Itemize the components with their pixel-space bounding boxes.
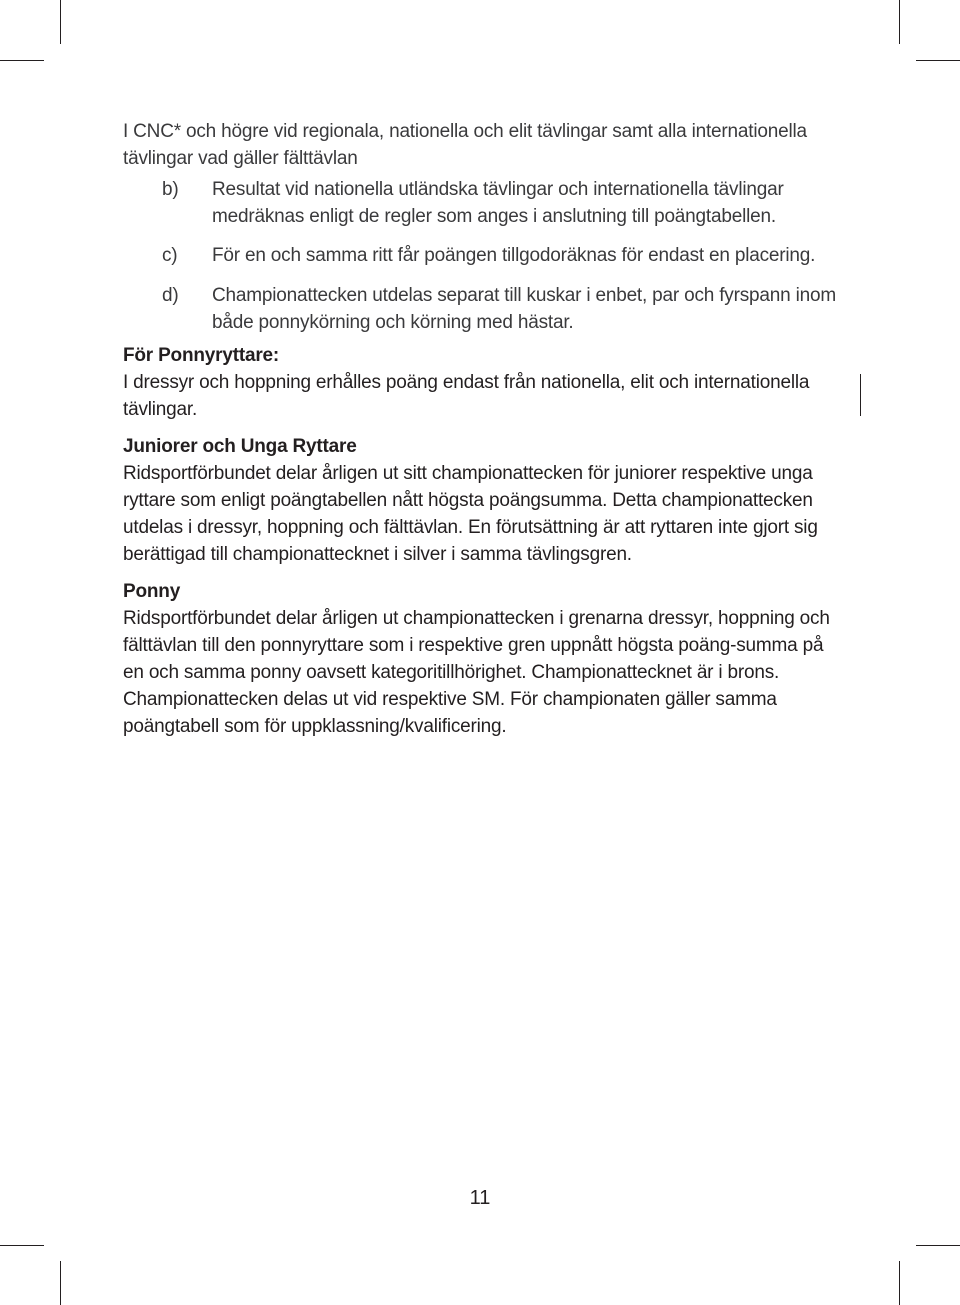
section-heading: Juniorer och Unga Ryttare — [123, 436, 357, 457]
list-item-c — [123, 242, 843, 269]
list-text: Resultat vid nationella utländska tävlingar och internationella tävlingar medräknas enligt de regler som anges i anslutning till poängtabellen. — [212, 179, 784, 227]
list-item-b — [123, 176, 843, 230]
list-item-d — [123, 282, 843, 336]
list-text: Championattecken utdelas separat till kuskar i enbet, par och fyrspann inom både ponnykörning och körning med hästar. — [212, 285, 836, 333]
section-body: Ridsportförbundet delar årligen ut championattecken i grenarna dressyr, hoppning och fälttävlan till den ponnyryttare som i respektive gren uppnått högsta poäng-summa på en och samma ponny oavsett kategoritillhörighet. Championattecknet är i brons. Championattecken delas ut vid respektive SM. För championaten gäller samma poängtabell som för uppklassning/kvalificering. — [123, 608, 830, 737]
section-body: Ridsportförbundet delar årligen ut sitt championattecken för juniorer respektive unga ryttare som enligt poängtabellen nått högsta poängsumma. Detta championattecken utdelas i dressyr, hoppning och fälttävlan. En förutsättning är att ryttaren inte gjort sig berättigad till championattecknet i silver i samma tävlingsgren. — [123, 463, 818, 565]
section-heading: Ponny — [123, 581, 181, 602]
rules-list — [123, 176, 843, 336]
list-text: För en och samma ritt får poängen tillgodoräknas för endast en placering. — [212, 245, 816, 266]
crop-mark-top-right-vertical — [899, 0, 900, 44]
section-body: I dressyr och hoppning erhålles poäng endast från nationella, elit och internationella tävlingar. — [123, 372, 810, 420]
intro-paragraph: I CNC* och högre vid regionala, nationella och elit tävlingar samt alla internationella tävlingar vad gäller fälttävlan — [123, 121, 807, 169]
page-content — [123, 118, 843, 740]
crop-mark-top-left-horizontal — [0, 60, 44, 61]
crop-mark-bottom-right-horizontal — [916, 1245, 960, 1246]
section-ponnyryttare — [123, 342, 843, 423]
list-letter: d) — [162, 285, 179, 306]
page-number: 11 — [469, 1187, 491, 1209]
crop-mark-top-left-vertical — [60, 0, 61, 44]
crop-mark-bottom-left-vertical — [60, 1261, 61, 1305]
section-juniorer — [123, 433, 843, 568]
section-ponny — [123, 578, 843, 740]
crop-mark-bottom-left-horizontal — [0, 1245, 44, 1246]
crop-mark-top-right-horizontal — [916, 60, 960, 61]
list-letter: b) — [162, 179, 179, 200]
list-letter: c) — [162, 245, 178, 266]
section-heading: För Ponnyryttare: — [123, 345, 280, 366]
crop-mark-bottom-right-vertical — [899, 1261, 900, 1305]
change-bar — [860, 374, 861, 416]
